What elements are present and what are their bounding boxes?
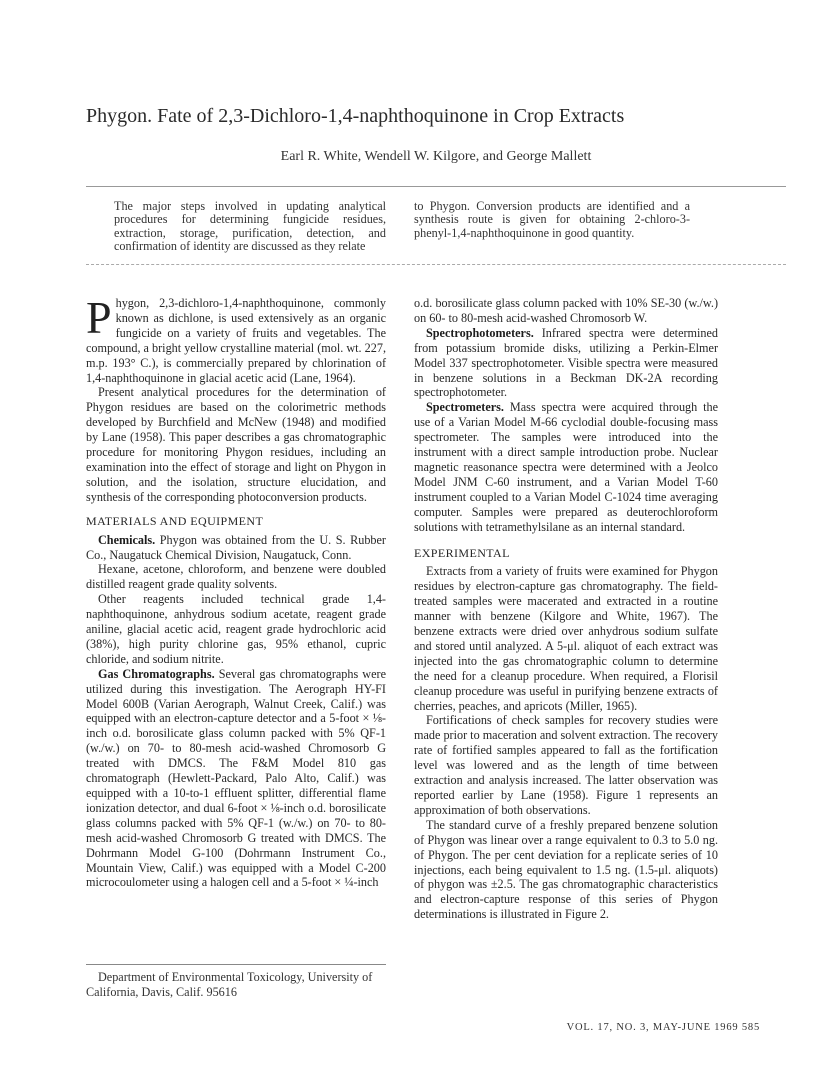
affiliation-text: Department of Environmental Toxicology, University of California, Davis, Calif. 95616 [86, 970, 373, 999]
section-heading-experimental: EXPERIMENTAL [414, 545, 510, 560]
experimental-paragraph-1: Extracts from a variety of fruits were examined for Phygon residues by electron-capture gas chromatography. The field-treated samples were macerated and extracted in a routine manner with benzene (Kilgore and White, 1967). The benzene extracts were dried over anhydrous sodium sulfate and stored until analyzed. A 5-μl. aliquot of each extract was injected into the gas chromatographic column to determine the need for a cleanup procedure. When required, a Florisil cleanup procedure was useful in purifying benzene extracts of cherries, peaches, and apricots (Miller, 1965). [414, 564, 718, 713]
article-title: Phygon. Fate of 2,3-Dichloro-1,4-naphthoquinone in Crop Extracts [86, 105, 625, 127]
left-column [86, 292, 386, 890]
spectrophotometers-paragraph: Spectrophotometers. Infrared spectra were determined from potassium bromide disks, utilizing a Perkin-Elmer Model 337 spectrophotometer. Visible spectra were measured in benzene solutions in a Beckman DK-2A recording spectrophotometer. [414, 325, 718, 400]
intro-paragraph-2: Present analytical procedures for the determination of Phygon residues are based on the colorimetric methods developed by Burchfield and McNew (1948) and modified by Lane (1958). This paper describes a gas chromatographic procedure for monitoring Phygon residues, including an examination into the effect of storage and light on Phygon in solution, and the isolation, structure elucidation, and synthesis of the corresponding photoconversion products. [86, 385, 386, 504]
footnote-rule [86, 964, 386, 965]
abstract-left [114, 200, 386, 254]
right-column [414, 296, 718, 922]
page-folio: VOL. 17, NO. 3, MAY-JUNE 1969 585 [566, 1022, 760, 1033]
abstract-right-text: to Phygon. Conversion products are identified and a synthesis route is given for obtaining 2-chloro-3-phenyl-1,4-naphthoquinone in good quantity. [414, 199, 690, 240]
reagents-paragraph: Other reagents included technical grade 1,4-naphthoquinone, anhydrous sodium acetate, reagent grade aniline, glacial acetic acid, reagent grade hydrochloric acid (38%), high purity chlorine gas, 95% ethanol, cupric chloride, and sodium nitrite. [86, 592, 386, 666]
spectrometers-paragraph: Spectrometers. Mass spectra were acquired through the use of a Varian Model M-66 cyclodial double-focusing mass spectrometer. The samples were introduced into the instrument with a direct sample introduction probe. Nuclear magnetic reasonance spectra were determined with a Jeolco Model JNM C-60 instrument, and a Varian Model T-60 instrument coupled to a Varian Model C-1024 time averaging computer. Samples were prepared as deuterochloroform solutions with tetramethylsilane as an internal standard. [414, 400, 719, 534]
intro-paragraph-1: Phygon, 2,3-dichloro-1,4-naphthoquinone, commonly known as dichlone, is used extensively as an organic fungicide on a variety of fruits and vegetables. The compound, a bright yellow crystalline material (mol. wt. 227, m.p. 193° C.), is commercially prepared by chlorination of 1,4-naphthoquinone in glacial acetic acid (Lane, 1964). [86, 292, 386, 385]
chemicals-lead: Chemicals. [98, 532, 156, 547]
drop-cap: P [86, 292, 112, 343]
experimental-paragraph-2: Fortifications of check samples for recovery studies were made prior to maceration and solvent extraction. The recovery rate of fortified samples appeared to fall as the fortification level was lowered and as the length of time between extraction and analysis increased. The latter observation was reported earlier by Lane (1958). Figure 1 represents an approximation of both observations. [414, 713, 719, 817]
solvents-paragraph: Hexane, acetone, chloroform, and benzene were doubled distilled reagent grade quality solvents. [86, 562, 386, 592]
spectrophotometers-lead: Spectrophotometers. [426, 325, 534, 340]
author-list: Earl R. White, Wendell W. Kilgore, and George Mallett [280, 149, 592, 164]
spectrometers-lead: Spectrometers. [426, 400, 504, 415]
gc-continued-paragraph: o.d. borosilicate glass column packed with 10% SE-30 (w./w.) on 60- to 80-mesh acid-washed Chromosorb W. [414, 296, 718, 325]
experimental-paragraph-3: The standard curve of a freshly prepared benzene solution of Phygon was linear over a range equivalent to 0.3 to 5.0 ng. of Phygon. The per cent deviation for a replicate series of 10 injections, each being equivalent to 1.5 ng. (1.5-μl. aliquots) of phygon was ±2.5. The gas chromatographic characteristics and electron-capture response of this series of Phygon determinations is illustrated in Figure 2. [414, 817, 718, 922]
gas-chromatographs-paragraph: Gas Chromatographs. Several gas chromatographs were utilized during this investigation. The Aerograph HY-FI Model 600B (Varian Aerograph, Walnut Creek, Calif.) was equipped with an electron-capture detector and a 5-foot × ⅛-inch o.d. borosilicate glass column packed with 5% QF-1 (w./w.) on 70- to 80-mesh acid-washed Chromosorb G treated with DMCS. The F&M Model 810 gas chromatograph (Hewlett-Packard, Palo Alto, Calif.) was equipped with a 10-to-1 effluent splitter, differential flame ionization detector, and dual 6-foot × ⅛-inch o.d. borosilicate glass columns packed with 5% QF-1 (w./w.) on 70- to 80-mesh acid-washed Chromosorb G treated with DMCS. The Dohrmann Model G-100 (Dohrmann Instrument Co., Mountain View, Calif.) was equipped with a Model C-200 microcoulometer using a halogen cell and a 5-foot × ¼-inch [86, 666, 386, 890]
abstract-bottom-rule [86, 264, 786, 265]
abstract-left-text: The major steps involved in updating analytical procedures for determining fungicide residues, extraction, storage, purification, detection, and confirmation of identity are discussed as they relate [114, 199, 386, 254]
gas-chromatographs-lead: Gas Chromatographs. [98, 666, 215, 681]
chemicals-paragraph: Chemicals. Phygon was obtained from the U. S. Rubber Co., Naugatuck Chemical Division, Naugatuck, Conn. [86, 532, 386, 562]
section-heading-materials: MATERIALS AND EQUIPMENT [86, 513, 264, 528]
abstract-top-rule [86, 186, 786, 187]
affiliation-footnote [86, 970, 386, 999]
abstract-right [414, 200, 690, 240]
